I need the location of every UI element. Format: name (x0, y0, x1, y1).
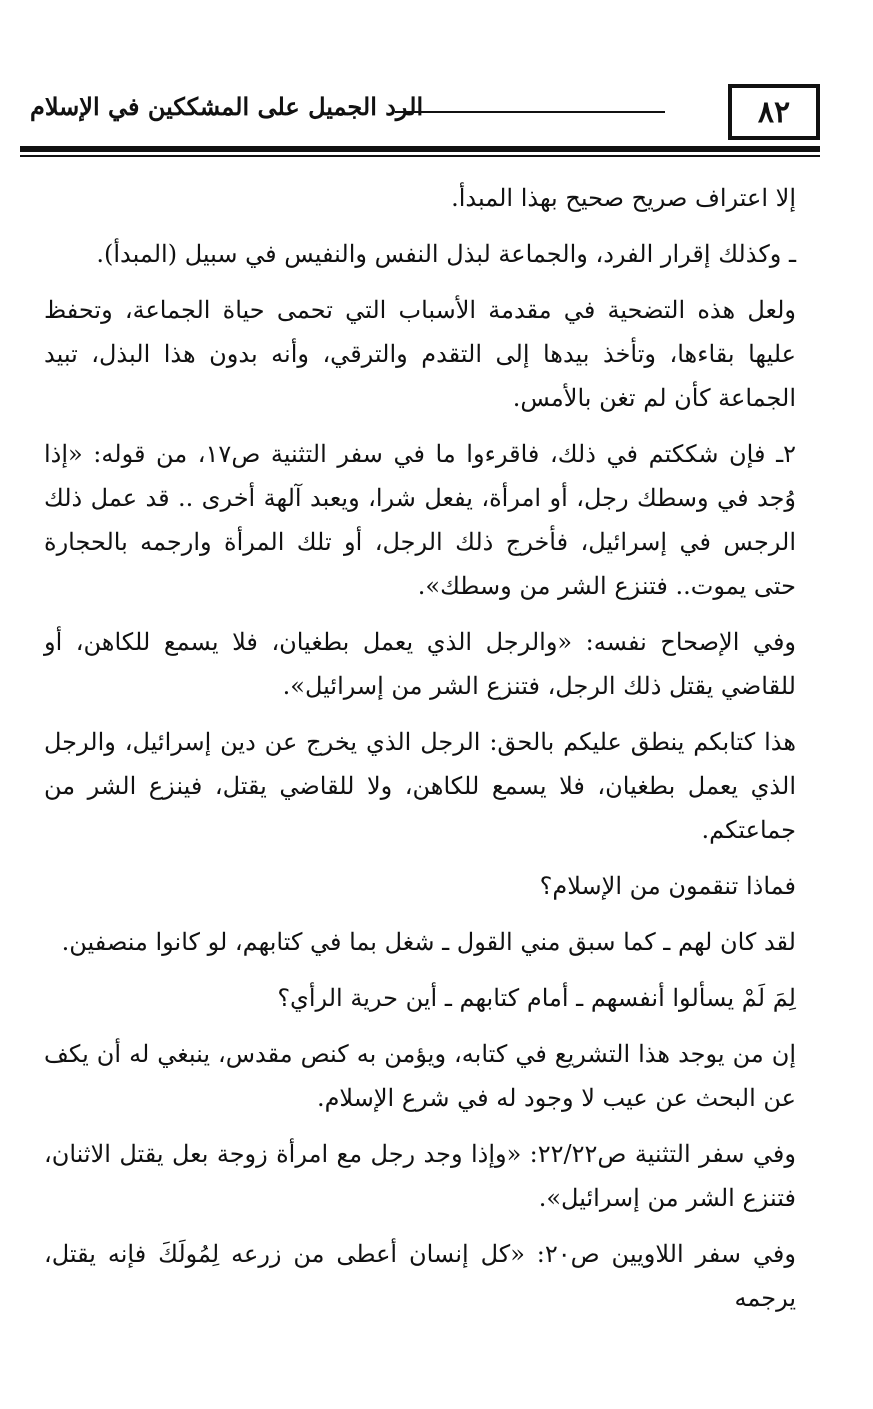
paragraph: لقد كان لهم ـ كما سبق مني القول ـ شغل بما في كتابهم، لو كانوا منصفين. (61, 928, 796, 956)
paragraph: إن من يوجد هذا التشريع في كتابه، ويؤمن به كنص مقدس، ينبغي له أن يكف عن البحث عن عيب لا وجود له في شرع الإسلام. (44, 1040, 796, 1112)
paragraph: لِمَ لَمْ يسألوا أنفسهم ـ أمام كتابهم ـ أين حرية الرأي؟ (277, 984, 796, 1012)
running-title: الرد الجميل على المشككين في الإسلام (30, 92, 424, 121)
paragraph: فماذا تنقمون من الإسلام؟ (539, 872, 796, 900)
page-header (20, 84, 820, 146)
paragraph: ـ وكذلك إقرار الفرد، والجماعة لبذل النفس والنفيس في سبيل (المبدأ). (96, 240, 796, 268)
paragraph: إلا اعتراف صريح صحيح بهذا المبدأ. (451, 184, 796, 212)
paragraph: هذا كتابكم ينطق عليكم بالحق: الرجل الذي يخرج عن دين إسرائيل، والرجل الذي يعمل بطغيان، فلا يسمع للكاهن، ولا للقاضي يقتل، فينزع الشر من جماعتكم. (44, 728, 796, 844)
paragraph: وفي سفر التثنية ص٢٢/٢٢: «وإذا وجد رجل مع امرأة زوجة بعل يقتل الاثنان، فتنزع الشر من إسرائيل». (44, 1140, 796, 1212)
paragraph: ٢ـ فإن شككتم في ذلك، فاقرءوا ما في سفر التثنية ص١٧، من قوله: «إذا وُجد في وسطك رجل، أو امرأة، يفعل شرا، ويعبد آلهة أخرى .. قد عمل ذلك الرجس في إسرائيل، فأخرج ذلك الرجل، أو تلك المرأة وارجمه بالحجارة حتى يموت.. فتنزع الشر من وسطك». (44, 440, 796, 600)
paragraph: ولعل هذه التضحية في مقدمة الأسباب التي تحمى حياة الجماعة، وتحفظ عليها بقاءها، وتأخذ بيدها إلى التقدم والترقي، وأنه بدون هذا البذل، تبيد الجماعة كأن لم تغن بالأمس. (44, 296, 796, 412)
header-rule-thick (20, 146, 820, 152)
paragraph: وفي سفر اللاويين ص٢٠: «كل إنسان أعطى من زرعه لِمُولَكَ فإنه يقتل، يرجمه (44, 1240, 796, 1312)
page-number: ٨٢ (728, 84, 820, 140)
title-dash-line (395, 111, 665, 113)
paragraph: وفي الإصحاح نفسه: «والرجل الذي يعمل بطغيان، فلا يسمع للكاهن، أو للقاضي يقتل ذلك الرجل، فتنزع الشر من إسرائيل». (44, 628, 796, 700)
header-rule-thin (20, 155, 820, 157)
body-text (44, 176, 796, 1332)
